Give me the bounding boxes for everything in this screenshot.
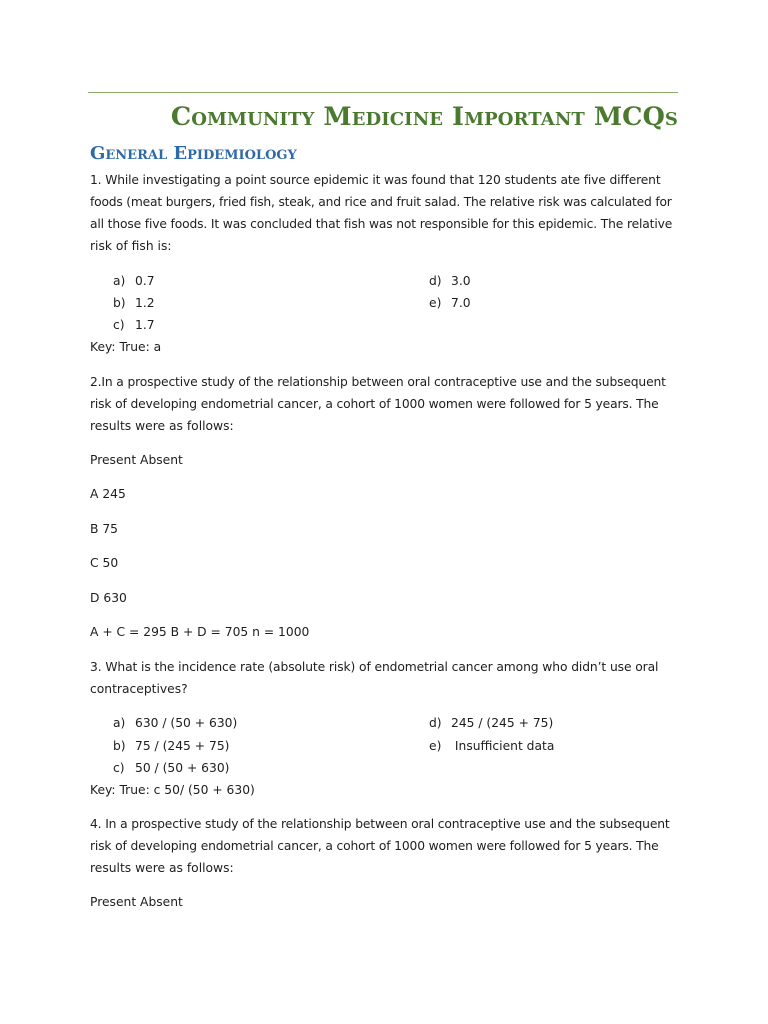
header-rule: [88, 92, 678, 93]
option-a: [113, 270, 155, 292]
data-line: D 630: [90, 591, 127, 605]
question-line: 4. In a prospective study of the relationship between oral contraceptive use and the subsequent: [90, 817, 670, 831]
data-line: Present Absent: [90, 895, 183, 909]
question-line: foods (meat burgers, fried fish, steak, and rice and fruit salad. The relative risk was calculated for: [90, 195, 672, 209]
option-a: [113, 712, 237, 734]
option-text: 3.0: [451, 274, 471, 288]
option-b: [113, 735, 229, 757]
question-3-text: [90, 656, 678, 700]
option-text: 75 / (245 + 75): [135, 739, 230, 753]
data-line: A + C = 295 B + D = 705 n = 1000: [90, 625, 310, 639]
question-line: risk of developing endometrial cancer, a cohort of 1000 women were followed for 5 years. The: [90, 397, 659, 411]
question-line: risk of fish is:: [90, 239, 172, 253]
answer-key: Key: True: c 50/ (50 + 630): [90, 783, 255, 797]
data-line: B 75: [90, 522, 118, 536]
option-text: 630 / (50 + 630): [135, 716, 238, 730]
option-letter: c): [113, 761, 125, 775]
data-line: A 245: [90, 487, 126, 501]
option-letter: b): [113, 739, 126, 753]
option-c: [113, 314, 155, 336]
question-line: 3. What is the incidence rate (absolute risk) of endometrial cancer among who didn’t use oral: [90, 660, 659, 674]
question-line: results were as follows:: [90, 419, 234, 433]
option-b: [113, 292, 155, 314]
option-d: [429, 712, 553, 734]
question-line: 1. While investigating a point source epidemic it was found that 120 students ate five different: [90, 173, 661, 187]
answer-key: Key: True: a: [90, 340, 162, 354]
question-line: 2.In a prospective study of the relationship between oral contraceptive use and the subsequent: [90, 375, 666, 389]
question-line: results were as follows:: [90, 861, 234, 875]
option-text: Insufficient data: [451, 739, 555, 753]
question-4-text: [90, 813, 678, 879]
option-text: 1.7: [135, 318, 155, 332]
option-text: 7.0: [451, 296, 471, 310]
option-text: 245 / (245 + 75): [451, 716, 554, 730]
option-letter: d): [429, 716, 442, 730]
question-line: contraceptives?: [90, 682, 188, 696]
option-letter: e): [429, 296, 442, 310]
option-letter: d): [429, 274, 442, 288]
data-line: Present Absent: [90, 453, 183, 467]
option-letter: b): [113, 296, 126, 310]
option-text: 50 / (50 + 630): [135, 761, 230, 775]
option-letter: c): [113, 318, 125, 332]
option-c: [113, 757, 229, 779]
data-line: C 50: [90, 556, 119, 570]
option-letter: a): [113, 716, 126, 730]
document-title: Community Medicine Important MCQs: [170, 102, 678, 132]
option-e: [429, 292, 471, 314]
question-line: risk of developing endometrial cancer, a cohort of 1000 women were followed for 5 years. The: [90, 839, 659, 853]
section-heading: General Epidemiology: [90, 143, 297, 164]
option-d: [429, 270, 471, 292]
option-e: [429, 735, 554, 757]
question-1-text: [90, 169, 678, 257]
option-letter: a): [113, 274, 126, 288]
option-letter: e): [429, 739, 442, 753]
question-2-text: [90, 371, 678, 437]
option-text: 1.2: [135, 296, 155, 310]
option-text: 0.7: [135, 274, 155, 288]
question-line: all those five foods. It was concluded that fish was not responsible for this epidemic. The relative: [90, 217, 673, 231]
